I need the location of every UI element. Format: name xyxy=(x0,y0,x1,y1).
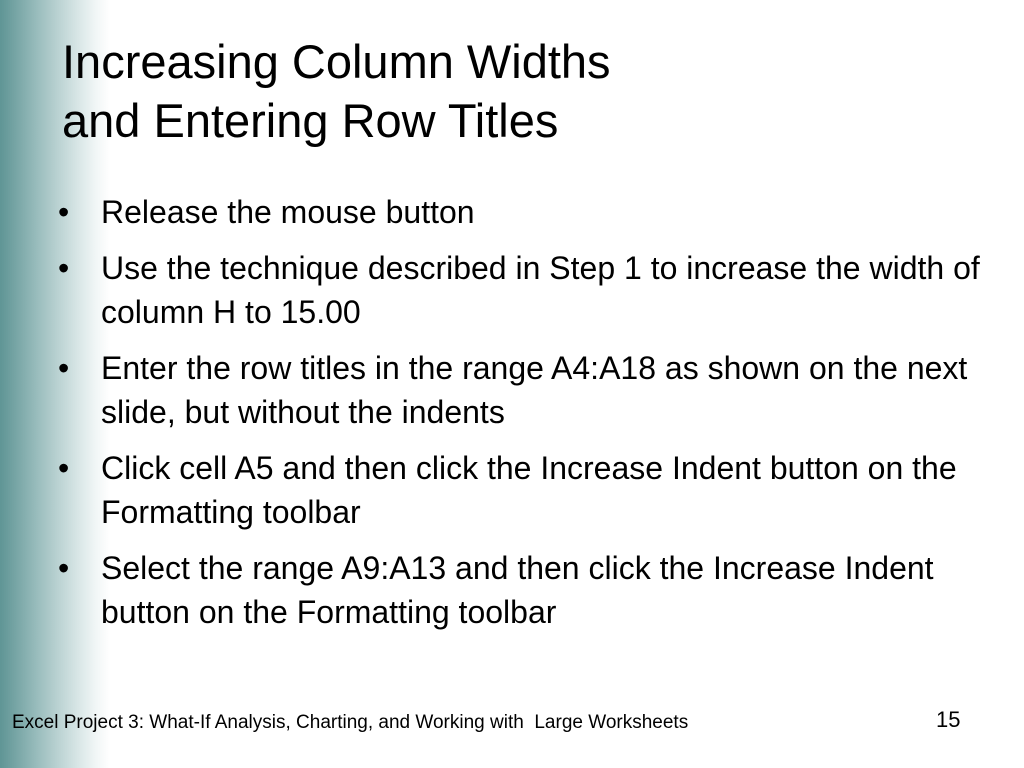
bullet-dot-icon: • xyxy=(58,450,70,486)
bullet-dot-icon: • xyxy=(58,194,70,230)
bullet-item xyxy=(58,446,998,534)
slide-title-line-1: Increasing Column Widths xyxy=(62,35,611,88)
bullet-dot-icon: • xyxy=(58,250,70,286)
slide-title-line-2: and Entering Row Titles xyxy=(62,94,559,147)
bullet-text: Use the technique described in Step 1 to increase the width of column H to 15.00 xyxy=(101,250,980,330)
bullet-text: Click cell A5 and then click the Increase Indent button on the Formatting toolbar xyxy=(101,450,957,530)
bullet-dot-icon: • xyxy=(58,350,70,386)
bullet-text: Select the range A9:A13 and then click the Increase Indent button on the Formatting toolbar xyxy=(101,550,934,630)
bullet-item xyxy=(58,190,998,234)
bullet-item xyxy=(58,346,998,434)
bullet-text: Enter the row titles in the range A4:A18 as shown on the next slide, but without the indents xyxy=(101,350,968,430)
bullet-text: Release the mouse button xyxy=(101,194,475,230)
page-number: 15 xyxy=(936,707,961,732)
bullet-dot-icon: • xyxy=(58,550,70,586)
footer-text: Excel Project 3: What-If Analysis, Charting, and Working with Large Worksheets xyxy=(12,712,689,733)
bullet-item xyxy=(58,546,998,634)
bullet-item xyxy=(58,246,998,334)
slide-title xyxy=(62,32,982,150)
bullet-list xyxy=(58,190,998,646)
